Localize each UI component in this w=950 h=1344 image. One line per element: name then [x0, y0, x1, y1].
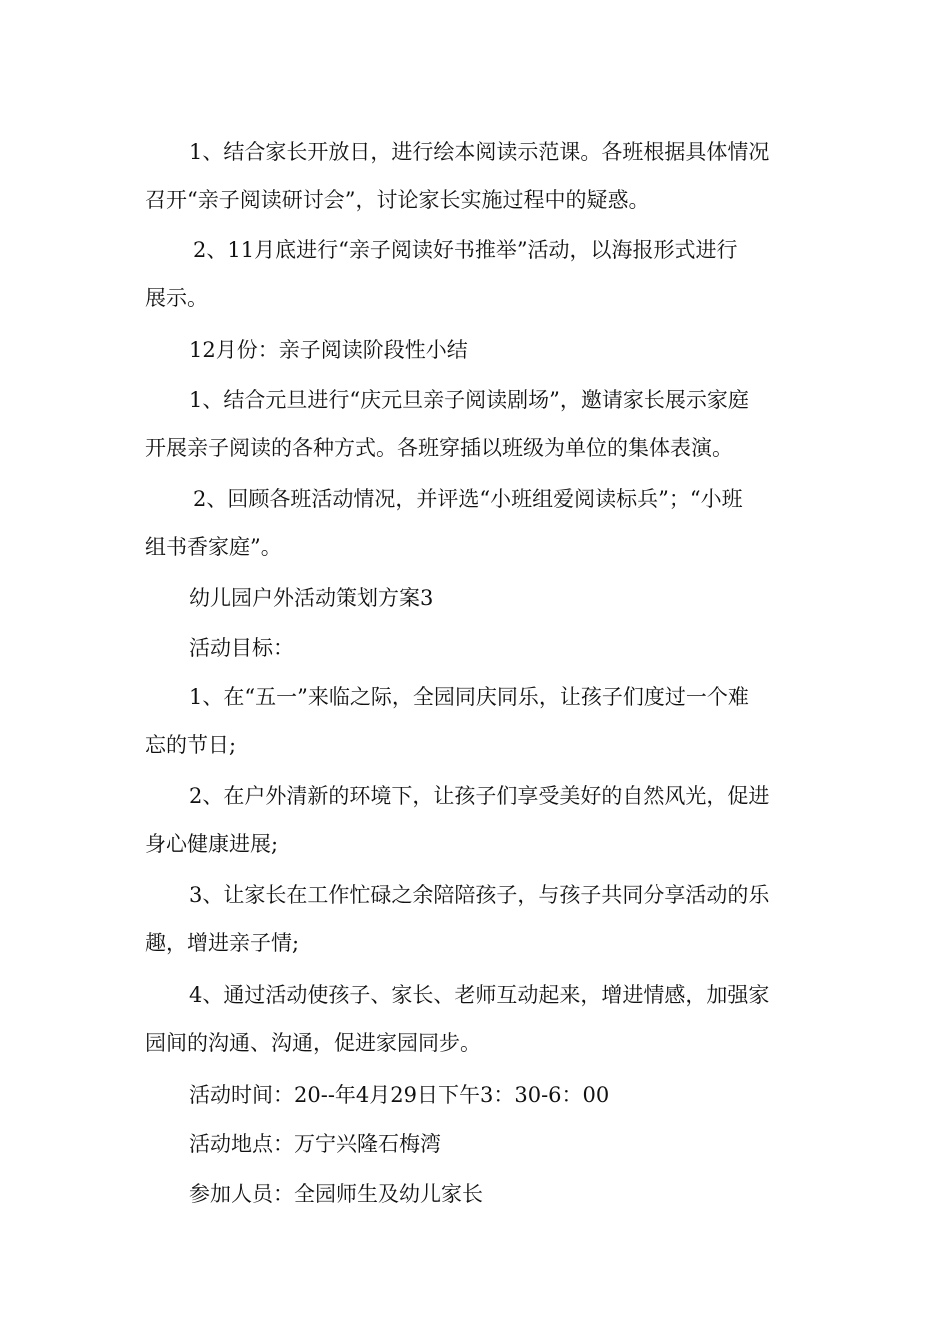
activity-time	[145, 1071, 815, 1119]
paragraph-line: 活动目标：	[189, 636, 294, 660]
goal-item-2	[145, 772, 815, 868]
paragraph-line: 忘的节日;	[145, 733, 237, 757]
paragraph-line: 身心健康进展;	[145, 832, 279, 856]
paragraph-line: 活动地点：万宁兴隆石梅湾	[189, 1132, 441, 1156]
paragraph-line: 园间的沟通、沟通，促进家园同步。	[145, 1031, 481, 1055]
activity-goals-heading	[145, 624, 815, 672]
goal-item-1	[145, 673, 815, 769]
paragraph-line: 参加人员：全园师生及幼儿家长	[189, 1182, 483, 1206]
goal-item-3	[145, 871, 815, 967]
paragraph-line: 开展亲子阅读的各种方式。各班穿插以班级为单位的集体表演。	[145, 436, 733, 460]
paragraph-line: 2、11月底进行“亲子阅读好书推举”活动，以海报形式进行	[193, 238, 738, 262]
paragraph-1	[145, 128, 815, 224]
paragraph-line: 活动时间：20--年4月29日下午3：30-6：00	[189, 1083, 610, 1107]
paragraph-line: 4、通过活动使孩子、家长、老师互动起来，增进情感，加强家	[189, 983, 770, 1007]
participants	[145, 1170, 815, 1218]
paragraph-line: 1、结合元旦进行“庆元旦亲子阅读剧场”，邀请家长展示家庭	[189, 388, 749, 412]
paragraph-line: 幼儿园户外活动策划方案3	[189, 586, 434, 610]
activity-location	[145, 1120, 815, 1168]
paragraph-line: 2、在户外清新的环境下，让孩子们享受美好的自然风光，促进	[189, 784, 770, 808]
paragraph-3-heading	[145, 326, 815, 374]
paragraph-line: 趣，增进亲子情;	[145, 931, 300, 955]
paragraph-line: 召开“亲子阅读研讨会”，讨论家长实施过程中的疑惑。	[145, 188, 650, 212]
paragraph-line: 1、结合家长开放日，进行绘本阅读示范课。各班根据具体情况	[189, 140, 770, 164]
paragraph-line: 2、回顾各班活动情况，并评选“小班组爱阅读标兵”；“小班	[193, 487, 743, 511]
paragraph-line: 12月份：亲子阅读阶段性小结	[189, 338, 468, 362]
paragraph-line: 组书香家庭”。	[145, 535, 282, 559]
goal-item-4	[145, 971, 815, 1067]
section-title	[145, 574, 815, 622]
paragraph-2	[145, 226, 815, 322]
paragraph-line: 1、在“五一”来临之际，全园同庆同乐，让孩子们度过一个难	[189, 685, 749, 709]
paragraph-5	[145, 475, 815, 571]
paragraph-line: 展示。	[145, 286, 208, 310]
paragraph-line: 3、让家长在工作忙碌之余陪陪孩子，与孩子共同分享活动的乐	[189, 883, 770, 907]
paragraph-4	[145, 376, 815, 472]
